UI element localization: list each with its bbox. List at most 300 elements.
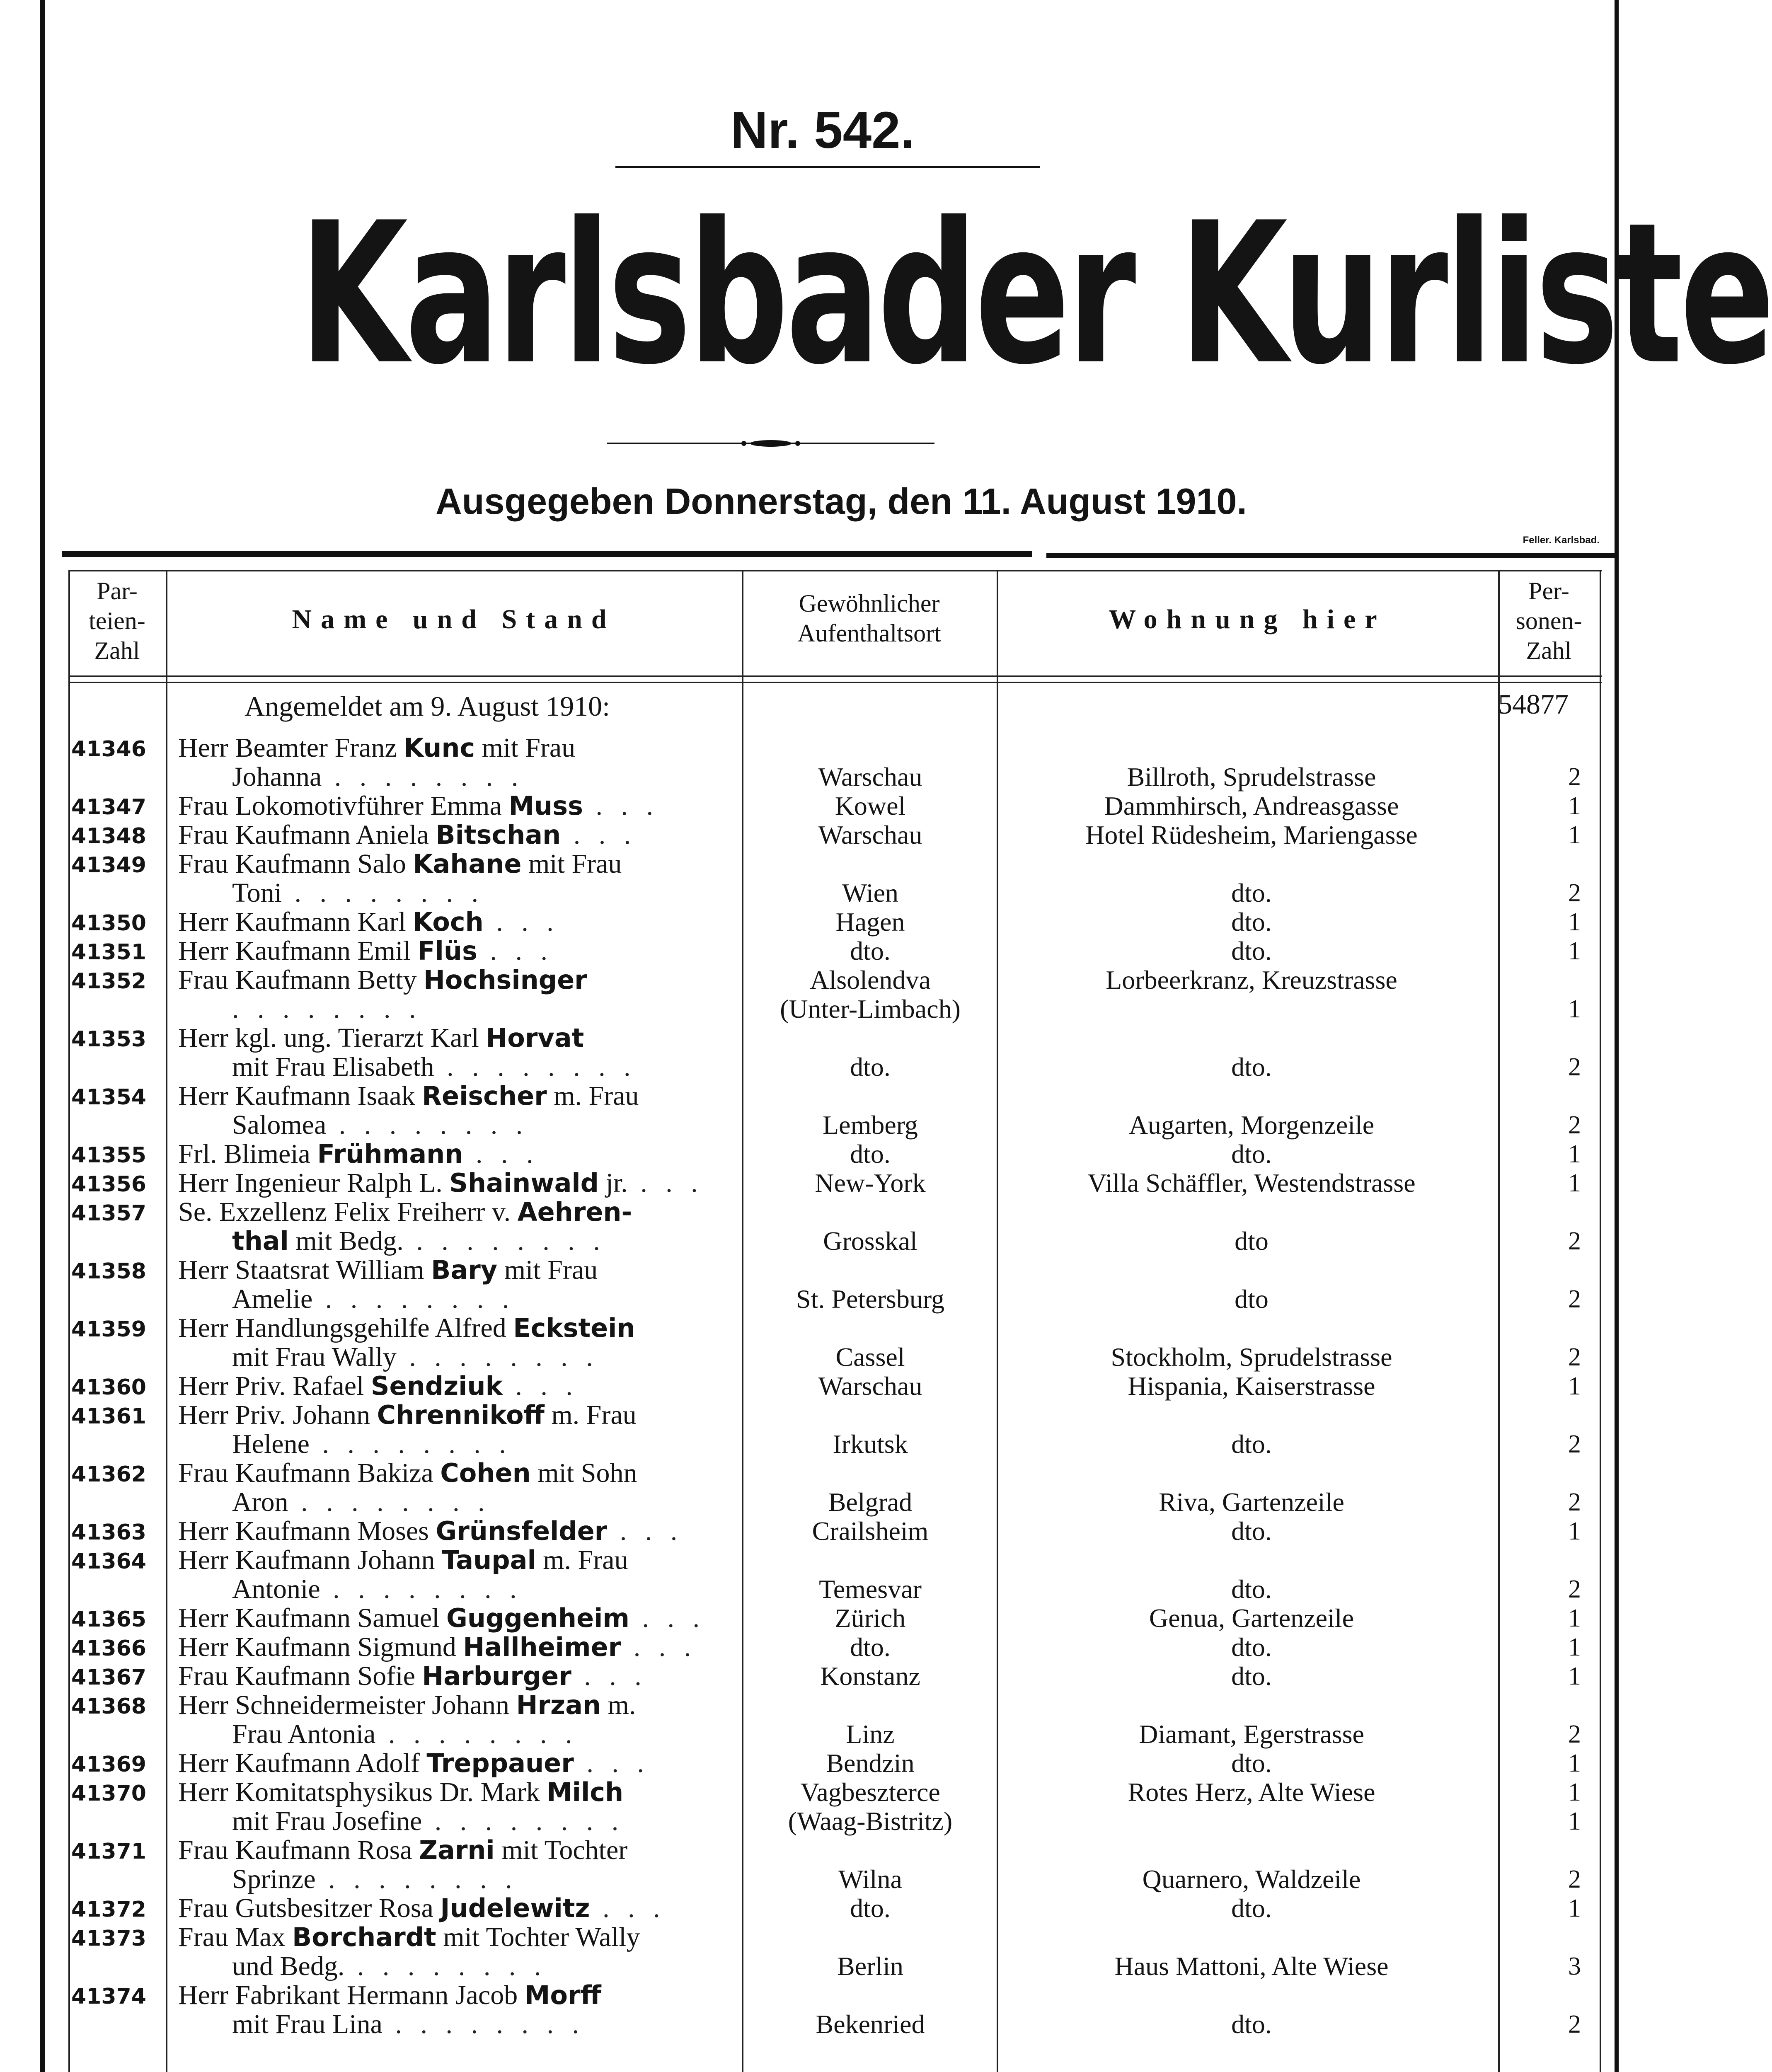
surname: Bitschan [436,820,561,850]
home-residence: Crailsheim [812,1516,929,1546]
name-line-2 [178,1720,742,1749]
name-line-1 [178,1981,742,2010]
companion-text: Salomea [232,1110,327,1140]
col-header-line: Aufenthaltsort [797,620,941,647]
leader-dots: . . . . . . . . [403,1226,606,1256]
leader-dots: . . . [477,936,553,966]
companion-text: Amelie [232,1284,313,1314]
title-text: Herr Staatsrat William [178,1255,431,1285]
person-count: 1 [1568,1169,1581,1197]
person-count: 1 [1568,1778,1581,1806]
name-suffix: mit Tochter [494,1835,628,1865]
guest-name-status [178,1169,742,1198]
name-line-2 [178,995,742,1024]
leader-dots: . . . . . . . . [396,1342,599,1372]
col-header-line: teien- [89,607,145,634]
name-line-1 [178,937,742,966]
guest-name-status [178,1662,742,1691]
home-residence: Bendzin [826,1748,915,1778]
surname: Zarni [419,1835,495,1865]
companion-text: mit Frau Elisabeth [232,1052,434,1082]
home-residence: dto. [850,1052,891,1082]
home-residence-alt: (Unter-Limbach) [780,994,961,1024]
name-line-1 [178,1778,742,1807]
name-line-2 [178,1053,742,1082]
person-count: 1 [1568,1633,1581,1661]
companion-text: mit Frau Wally [232,1342,397,1372]
party-number: 41367 [71,1665,146,1690]
companion-text: Johanna [232,762,322,792]
local-lodging: Genua, Gartenzeile [1149,1603,1354,1633]
person-count: 1 [1568,1662,1581,1690]
surname: Flüs [417,936,477,966]
printer-credit: Feller. Karlsbad. [1523,535,1600,546]
companion-text: Sprinze [232,1864,316,1894]
guest-name-status [178,1604,742,1633]
party-number: 41371 [71,1839,146,1864]
party-number: 41358 [71,1259,146,1284]
local-lodging: dto [1235,1284,1268,1314]
party-number: 41363 [71,1520,146,1545]
person-count: 1 [1568,995,1581,1023]
surname: Cohen [440,1458,531,1488]
local-lodging: Rotes Herz, Alte Wiese [1128,1777,1375,1807]
companion-text: mit Frau Lina [232,2009,382,2039]
name-line-1 [178,733,742,762]
guest-name-status [178,1633,742,1662]
leader-dots: . . . . . . . . [282,878,484,908]
guest-name-status [178,792,742,821]
person-count: 2 [1568,879,1581,907]
surname: Chrennikoff [377,1400,545,1430]
name-line-1 [178,908,742,937]
col-divider-3 [997,570,998,2072]
local-lodging: Hotel Rüdesheim, Mariengasse [1085,820,1418,850]
person-count: 1 [1568,1604,1581,1632]
leader-dots: . . . . . . . . [315,1864,518,1894]
surname: Shainwald [449,1168,599,1198]
name-suffix: mit Frau [475,733,576,763]
leader-dots: . . . . . . . . [422,1806,625,1836]
local-lodging: dto. [1231,1052,1272,1082]
name-line-2 [178,879,742,908]
name-suffix: m. Frau [547,1081,639,1111]
name-line-2 [178,1227,742,1256]
home-residence: Hagen [835,907,905,937]
surname: Horvat [486,1023,584,1053]
name-suffix: jr. [599,1168,628,1198]
leader-dots: . . . . . . . . [344,1951,547,1981]
leader-dots: . . . [590,1893,666,1923]
name-line-1 [178,1082,742,1111]
leader-dots: . . . . . . . . [309,1429,512,1459]
guest-name-status [178,1024,742,1082]
home-residence: Linz [846,1719,895,1749]
guest-name-status [178,821,742,850]
local-lodging: Lorbeerkranz, Kreuzstrasse [1106,965,1397,995]
col-header-name-status: Name und Stand [292,604,616,634]
party-number: 41369 [71,1752,146,1777]
local-lodging: dto. [1231,907,1272,937]
guest-name-status [178,1314,742,1372]
title-text: Herr Priv. Johann [178,1400,377,1430]
name-line-1 [178,1691,742,1720]
guest-name-status [178,1836,742,1894]
name-line-1 [178,1604,742,1633]
title-text: Herr Kaufmann Adolf [178,1748,427,1778]
name-line-2 [178,1111,742,1140]
title-text: Herr Beamter Franz [178,733,404,763]
party-number: 41348 [71,824,146,849]
party-number: 41365 [71,1607,146,1632]
guest-name-status [178,1691,742,1749]
party-number: 41353 [71,1027,146,1052]
surname: Eckstein [513,1313,635,1343]
leader-dots: . . . [621,1632,697,1662]
name-line-2 [178,1865,742,1894]
leader-dots: . . . . . . . . [434,1052,637,1082]
title-text: Herr kgl. ung. Tierarzt Karl [178,1023,486,1053]
name-line-2 [178,1488,742,1517]
name-line-1 [178,1749,742,1778]
name-line-1 [178,850,742,879]
person-count: 2 [1568,1053,1581,1081]
surname: Muss [508,791,583,821]
name-suffix: mit Frau [497,1255,598,1285]
running-total-start: 54877 [1498,688,1569,720]
surname: Grünsfelder [436,1516,608,1546]
name-line-1 [178,1372,742,1401]
title-text: Herr Kaufmann Samuel [178,1603,446,1633]
leader-dots: . . . [583,791,659,821]
guest-name-status [178,1546,742,1604]
person-count: 1 [1568,1140,1581,1168]
home-residence: Warschau [818,820,922,850]
title-text: Herr Komitatsphysikus Dr. Mark [178,1777,547,1807]
person-count: 2 [1568,1720,1581,1748]
name-line-1 [178,792,742,821]
name-line-1 [178,1459,742,1488]
home-residence: Zürich [835,1603,906,1633]
col-header-party-number [68,576,166,666]
home-residence: dto. [850,1893,891,1923]
name-line-2 [178,2010,742,2039]
home-residence: New-York [815,1168,926,1198]
local-lodging: Diamant, Egerstrasse [1139,1719,1364,1749]
home-residence: Cassel [835,1342,905,1372]
ornament-divider [607,439,934,448]
name-line-1 [178,1169,742,1198]
party-number: 41368 [71,1694,146,1719]
local-lodging: dto. [1231,878,1272,908]
leader-dots: . . . [463,1139,539,1169]
issue-date: Ausgegeben Donnerstag, den 11. August 1910. [436,481,1247,522]
party-number: 41349 [71,853,146,878]
surname: Sendziuk [370,1371,503,1401]
home-residence: Irkutsk [833,1429,908,1459]
person-count: 2 [1568,1575,1581,1603]
guest-name-status [178,1981,742,2039]
surname: Hrzan [516,1690,601,1720]
home-residence: Bekenried [816,2009,925,2039]
name-line-2 [178,1285,742,1314]
local-lodging: dto. [1231,936,1272,966]
surname: Kahane [413,849,522,879]
guest-name-status [178,1198,742,1256]
person-count: 2 [1568,1430,1581,1458]
name-line-1 [178,1662,742,1691]
companion-text: mit Bedg. [288,1226,404,1256]
home-residence: Warschau [818,1371,922,1401]
title-text: Frau Kaufmann Salo [178,849,413,879]
guest-name-status [178,966,742,1024]
surname: Morff [524,1980,601,2010]
name-line-1 [178,1546,742,1575]
leader-dots: . . . . . . . . [312,1284,515,1314]
guest-name-status [178,1082,742,1140]
name-line-1 [178,1198,742,1227]
title-text: Frau Kaufmann Bakiza [178,1458,441,1488]
local-lodging: dto [1235,1226,1268,1256]
local-lodging: dto. [1231,1429,1272,1459]
party-number: 41350 [71,911,146,936]
title-text: Frau Lokomotivführer Emma [178,791,509,821]
local-lodging: dto. [1231,1632,1272,1662]
home-residence: St. Petersburg [796,1284,944,1314]
col-header-line: Zahl [94,637,140,664]
guest-name-status [178,1401,742,1459]
guest-name-status [178,1140,742,1169]
leader-dots: . . . [627,1168,704,1198]
title-text: Frau Kaufmann Sofie [178,1661,422,1691]
name-line-1 [178,1517,742,1546]
arrivals-intro: Angemeldet am 9. August 1910: [244,690,610,722]
surname: Hochsinger [424,965,587,995]
table-header-rule-2 [68,682,1602,683]
person-count: 2 [1568,763,1581,791]
home-residence: Temesvar [819,1574,922,1604]
name-line-2 [178,1807,742,1836]
guest-name-status [178,1749,742,1778]
guest-name-status [178,1778,742,1836]
title-text: Herr Handlungsgehilfe Alfred [178,1313,513,1343]
surname: Reischer [422,1081,547,1111]
name-line-1 [178,966,742,995]
companion-text: und Bedg. [232,1951,345,1981]
local-lodging: dto. [1231,1661,1272,1691]
leader-dots: . . . [561,820,637,850]
home-residence: Grosskal [823,1226,917,1256]
party-number: 41360 [71,1375,146,1400]
person-count: 2 [1568,1227,1581,1255]
title-text: Frau Max [178,1922,292,1952]
title-text: Se. Exzellenz Felix Freiherr v. [178,1197,518,1227]
col-divider-2 [742,570,743,2072]
col-header-line: sonen- [1515,607,1582,634]
party-number: 41357 [71,1201,146,1226]
companion-text: Toni [232,878,282,908]
title-text: Herr Schneidermeister Johann [178,1690,516,1720]
name-line-1 [178,1923,742,1952]
name-line-2 [178,1343,742,1372]
guest-name-status [178,1923,742,1981]
name-line-2 [178,1952,742,1981]
person-count: 2 [1568,1111,1581,1139]
party-number: 41364 [71,1549,146,1574]
local-lodging: Stockholm, Sprudelstrasse [1111,1342,1392,1372]
surname: Treppauer [426,1748,574,1778]
local-lodging: Hispania, Kaiserstrasse [1128,1371,1375,1401]
home-residence: dto. [850,936,891,966]
person-count: 1 [1568,1894,1581,1922]
party-number: 41370 [71,1781,146,1806]
guest-name-status [178,937,742,966]
leader-dots: . . . . . . . . [322,762,524,792]
companion-text: Antonie [232,1574,320,1604]
header-rule-left [62,551,1032,557]
home-residence: Wilna [838,1864,902,1894]
col-header-line: Per- [1528,577,1569,605]
leader-dots: . . . . . . . . [288,1487,491,1517]
surname: Koch [413,907,484,937]
leader-dots: . . . . . . . . [382,2009,585,2039]
person-count: 1 [1568,1372,1581,1400]
guest-name-status [178,1894,742,1923]
person-count: 2 [1568,2010,1581,2038]
name-line-1 [178,1401,742,1430]
title-text: Herr Ingenieur Ralph L. [178,1168,450,1198]
name-line-1 [178,1256,742,1285]
person-count: 2 [1568,1488,1581,1516]
party-number: 41373 [71,1926,146,1951]
name-suffix: m. Frau [544,1400,637,1430]
col-header-line: Gewöhnlicher [799,590,940,617]
companion-text: Helene [232,1429,310,1459]
home-residence: Wien [842,878,899,908]
local-lodging: Haus Mattoni, Alte Wiese [1114,1951,1389,1981]
home-residence: dto. [850,1139,891,1169]
name-suffix: m. Frau [536,1545,628,1575]
party-number: 41362 [71,1462,146,1487]
local-lodging: dto. [1231,1516,1272,1546]
surname: Milch [547,1777,624,1807]
local-lodging: dto. [1231,1574,1272,1604]
person-count: 2 [1568,1343,1581,1371]
local-lodging: dto. [1231,1748,1272,1778]
person-count: 1 [1568,908,1581,936]
title-text: Frl. Blimeia [178,1139,317,1169]
person-count: 2 [1568,1285,1581,1313]
leader-dots: . . . [571,1661,647,1691]
name-line-1 [178,1140,742,1169]
col-header-residence [742,588,997,648]
leader-dots: . . . . . . . . [375,1719,578,1749]
masthead-title: Karlsbader Kurliste [299,181,1772,407]
companion-text: Aron [232,1487,288,1517]
guest-name-status [178,1459,742,1517]
guest-name-status [178,908,742,937]
guest-name-status [178,1372,742,1401]
name-line-2 [178,1575,742,1604]
title-text: Herr Kaufmann Johann [178,1545,442,1575]
surname: Hallheimer [463,1632,621,1662]
col-header-persons [1498,576,1600,666]
person-count: 1 [1568,1749,1581,1777]
title-text: Herr Kaufmann Emil [178,936,418,966]
title-text: Frau Kaufmann Aniela [178,820,436,850]
name-line-1 [178,1894,742,1923]
name-line-1 [178,1024,742,1053]
leader-dots: . . . [607,1516,683,1546]
party-number: 41374 [71,1984,146,2009]
local-lodging: dto. [1231,1893,1272,1923]
party-number: 41346 [71,737,146,762]
home-residence: Lemberg [823,1110,918,1140]
home-residence: Belgrad [828,1487,913,1517]
local-lodging: dto. [1231,1139,1272,1169]
home-residence: Konstanz [820,1661,920,1691]
guest-name-status [178,1517,742,1546]
name-suffix: mit Frau [521,849,622,879]
leader-dots: . . . . . . . . [326,1110,529,1140]
companion-text: Frau Antonia [232,1719,376,1749]
local-lodging: Dammhirsch, Andreasgasse [1104,791,1399,821]
surname: Borchardt [292,1922,436,1952]
surname: Harburger [422,1661,571,1691]
name-suffix: m. [601,1690,636,1720]
col-header-line: Par- [97,577,138,605]
issue-number: Nr. 542. [730,102,915,159]
party-number: 41356 [71,1172,146,1197]
home-residence: Kowel [835,791,906,821]
surname: Judelewitz [440,1893,590,1923]
leader-dots: . . . [483,907,559,937]
surname: Aehren- [517,1197,632,1227]
surname: Taupal [441,1545,536,1575]
home-residence: Vagbeszterce [800,1777,940,1807]
table-border-left [68,570,70,2072]
local-lodging: Villa Schäffler, Westendstrasse [1087,1168,1416,1198]
leader-dots: . . . [502,1371,579,1401]
guest-name-status [178,850,742,908]
name-suffix: mit Tochter Wally [436,1922,640,1952]
party-number: 41352 [71,969,146,994]
name-suffix: mit Sohn [530,1458,637,1488]
surname: Guggenheim [446,1603,629,1633]
home-residence: dto. [850,1632,891,1662]
title-text: Herr Kaufmann Isaak [178,1081,422,1111]
party-number: 41355 [71,1143,146,1168]
home-residence: Warschau [818,762,922,792]
title-text: Herr Kaufmann Karl [178,907,413,937]
title-text: Herr Kaufmann Sigmund [178,1632,463,1662]
title-text: Herr Fabrikant Hermann Jacob [178,1980,525,2010]
person-count: 1 [1568,792,1581,820]
surname: Kunc [404,733,475,763]
header-rule-right [1046,553,1618,558]
title-text: Frau Gutsbesitzer Rosa [178,1893,441,1923]
home-residence: Alsolendva [810,965,931,995]
guest-name-status [178,733,742,792]
party-number: 41347 [71,795,146,820]
table-header-rule [68,675,1602,677]
leader-dots: . . . . . . . . [232,994,422,1024]
leader-dots: . . . [629,1603,705,1633]
surname: Frühmann [317,1139,463,1169]
person-count: 1 [1568,821,1581,849]
name-line-2 [178,1430,742,1459]
local-lodging: dto. [1231,2009,1272,2039]
